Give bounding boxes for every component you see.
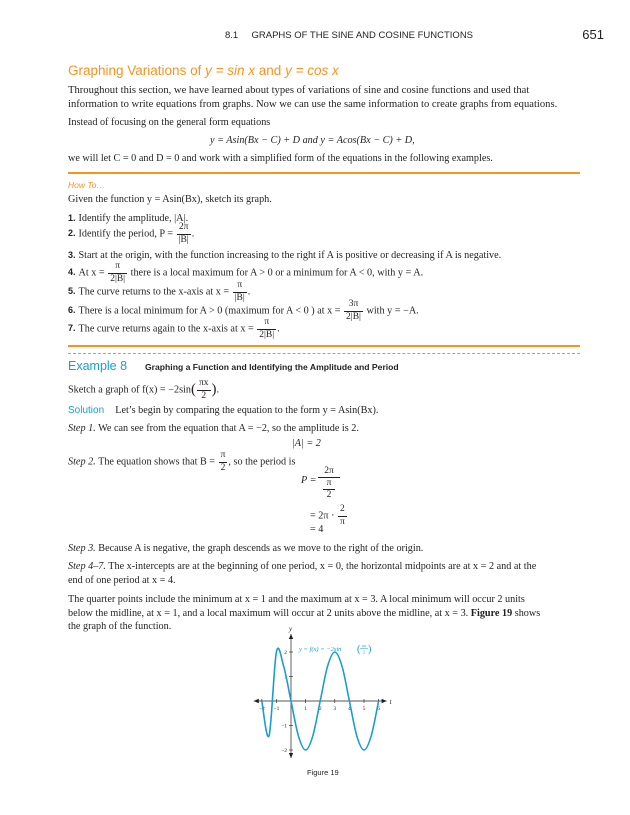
heading-and: and <box>258 63 282 78</box>
step-number: 1. <box>68 213 76 223</box>
x-axis-label: t <box>389 698 392 706</box>
step-3-text: Because A is negative, the graph descends as we move to the right of the origin. <box>98 543 424 554</box>
series-label-paren-close: ) <box>368 644 372 655</box>
step-2-text-end: , so the period is <box>228 456 296 468</box>
step-text: Identify the amplitude, |A|. <box>78 213 189 224</box>
page-number: 651 <box>582 27 604 42</box>
quarter-line-1: The quarter points include the minimum at x = 1 and the maximum at x = 3. A local minimum will occur 2 units <box>68 594 525 605</box>
step-4-7-line-1 <box>68 561 580 574</box>
step-number: 4. <box>68 267 76 278</box>
step-2-label: Step 2. <box>68 456 96 468</box>
fraction-numerator: 3π <box>344 300 363 312</box>
section-heading <box>68 63 339 80</box>
figure-reference: Figure 19 <box>470 608 513 619</box>
prompt-text: Sketch a graph of f(x) = −2sin <box>68 384 191 396</box>
series-label-numerator: πx <box>361 643 367 648</box>
x-tick-label: −2 <box>258 706 265 712</box>
howto-label: How To… <box>68 180 106 190</box>
heading-eq2: y = cos x <box>285 63 339 78</box>
howto-step-7 <box>68 318 280 340</box>
step-3-line <box>68 543 580 556</box>
example-top-rule <box>68 353 580 354</box>
fraction-numerator: πx <box>197 379 211 391</box>
solution-line <box>68 405 580 418</box>
step-text: The curve returns to the x-axis at x = <box>78 286 230 298</box>
step-text-end: with y = −A. <box>366 305 419 317</box>
quarter-line-2 <box>68 608 580 621</box>
fraction-numerator: 2π <box>177 223 191 235</box>
step-4-7-line-2: end of one period at x = 4. <box>68 575 176 586</box>
step-1-text: We can see from the equation that A = −2, so the amplitude is 2. <box>98 423 359 434</box>
example-prompt: Sketch a graph of f(x) = −2sin( $\frac{\pi x}{2}$ ). <box>68 378 220 401</box>
fraction-numerator: 2 <box>338 505 347 517</box>
series-label-paren-open: ( <box>357 644 361 655</box>
fraction-denominator: 2|B| <box>346 311 361 322</box>
x-tick-label: 1 <box>304 706 307 712</box>
period-line-3: = 4 <box>310 524 324 535</box>
howto-top-rule <box>68 172 580 174</box>
period-outer-numerator: 2π <box>318 466 340 478</box>
step-text: At x = <box>78 267 105 279</box>
step-4-7-text: The x-intercepts are at the beginning of one period, x = 0, the horizontal midpoints are at x = 2 and at the <box>108 561 537 572</box>
x-tick-label: −1 <box>273 706 280 712</box>
step-text-end: . <box>277 323 280 335</box>
x-tick-label: 5 <box>362 706 366 712</box>
howto-bottom-rule <box>68 345 580 347</box>
step-fraction <box>344 300 363 322</box>
step-number: 6. <box>68 305 76 316</box>
step-4-7-label: Step 4–7. <box>68 561 106 572</box>
step-number: 3. <box>68 250 76 260</box>
fraction-denominator: π <box>340 516 345 527</box>
y-axis-label: y <box>289 625 293 633</box>
fraction-numerator: π <box>219 451 228 463</box>
step-text-end: . <box>191 228 195 240</box>
series-label-denominator: 2 <box>362 649 366 655</box>
prompt-fraction <box>197 379 211 401</box>
howto-step-3 <box>68 250 501 263</box>
step-text: The curve returns again to the x-axis at x = <box>78 323 254 335</box>
step-1-label: Step 1. <box>68 423 96 434</box>
step-text: Start at the origin, with the function increasing to the right if A is positive or decreasing if A is negative. <box>78 250 502 261</box>
y-tick-label: −1 <box>281 723 287 730</box>
step-2-text: The equation shows that B = <box>98 456 216 468</box>
intro-line-1: Throughout this section, we have learned about types of variations of sine and cosine functions and used that <box>68 85 530 96</box>
quarter-text-2-end: shows <box>514 608 541 619</box>
fraction-numerator: π <box>108 262 127 274</box>
fraction-denominator: 2 <box>220 462 226 473</box>
period-line-2-text: = 2π · <box>310 510 335 522</box>
solution-label: Solution <box>68 405 105 416</box>
step-text-end: . <box>247 286 251 298</box>
section-number: 8.1 <box>225 30 239 41</box>
example-title: Graphing a Function and Identifying the Amplitude and Period <box>145 362 399 372</box>
x-tick-label: 6 <box>377 706 380 712</box>
step-text: Identify the period, P = <box>78 228 174 240</box>
period-line-2-fraction <box>338 505 347 527</box>
period-inner-numerator: π <box>323 478 335 490</box>
series-line <box>262 648 379 750</box>
period-lhs: P = <box>301 475 317 486</box>
figure-caption: Figure 19 <box>307 768 339 777</box>
heading-text: Graphing Variations of <box>68 63 202 78</box>
howto-prompt: Given the function y = Asin(Bx), sketch its graph. <box>68 194 272 205</box>
x-tick-label: 2 <box>318 706 322 712</box>
y-tick-label: 2 <box>284 650 287 656</box>
period-fraction <box>177 223 191 245</box>
step-text-end: there is a local maximum for A > 0 or a minimum for A < 0, with y = A. <box>130 267 424 279</box>
general-form-equation: y = Asin(Bx − C) + D and y = Acos(Bx − C) + D, <box>210 135 415 146</box>
period-compound-fraction <box>318 466 340 501</box>
intro-line-3: Instead of focusing on the general form equations <box>68 117 271 128</box>
series-label-text: y = f(x) = −2sin <box>299 646 342 653</box>
y-axis-arrow-top <box>289 634 293 639</box>
b-fraction <box>219 451 228 473</box>
quarter-line-3: the graph of the function. <box>68 621 172 632</box>
step-1-equation: |A| = 2 <box>292 438 321 449</box>
period-inner-denominator: 2 <box>326 489 332 500</box>
heading-eq1: y = sin x <box>205 63 255 78</box>
y-axis-arrow-bottom <box>289 753 293 758</box>
intro-line-2: information to write equations from graphs. Now we can use the same information to create graphs from equations. <box>68 99 558 110</box>
step-number: 5. <box>68 286 76 297</box>
step-text: There is a local minimum for A > 0 (maximum for A < 0 ) at x = <box>78 305 341 317</box>
x-axis-arrow-left <box>254 699 259 703</box>
intro-line-4: we will let C = 0 and D = 0 and work with a simplified form of the equations in the following examples. <box>68 153 493 164</box>
howto-step-2 <box>68 223 194 245</box>
fraction-numerator: π <box>257 318 276 330</box>
y-tick-label: −2 <box>281 748 287 754</box>
step-number: 2. <box>68 228 76 239</box>
fraction-denominator: |B| <box>178 234 189 245</box>
fraction-denominator: |B| <box>234 292 245 303</box>
x-axis-arrow-right <box>382 699 387 703</box>
fraction-denominator: 2|B| <box>110 273 126 284</box>
step-1-line <box>68 423 580 436</box>
x-tick-label: 3 <box>333 706 337 712</box>
running-header <box>225 30 473 42</box>
section-title: GRAPHS OF THE SINE AND COSINE FUNCTIONS <box>251 30 474 41</box>
step-3-label: Step 3. <box>68 543 96 554</box>
y-tick-label: 1 <box>284 674 287 681</box>
step-number: 7. <box>68 323 76 334</box>
example-label: Example 8 <box>68 359 128 373</box>
solution-text: Let’s begin by comparing the equation to the form y = Asin(Bx). <box>115 405 379 416</box>
series-label <box>298 643 371 655</box>
fraction-denominator: 2 <box>201 390 207 401</box>
x-tick-label: 4 <box>348 706 351 712</box>
fraction-numerator: π <box>233 281 247 293</box>
fraction-denominator: 2|B| <box>259 329 275 340</box>
quarter-text-2: below the midline, at x = 1, and a local maximum will occur at 2 units above the midline, at x = 3. <box>68 608 469 619</box>
step-fraction <box>257 318 276 340</box>
